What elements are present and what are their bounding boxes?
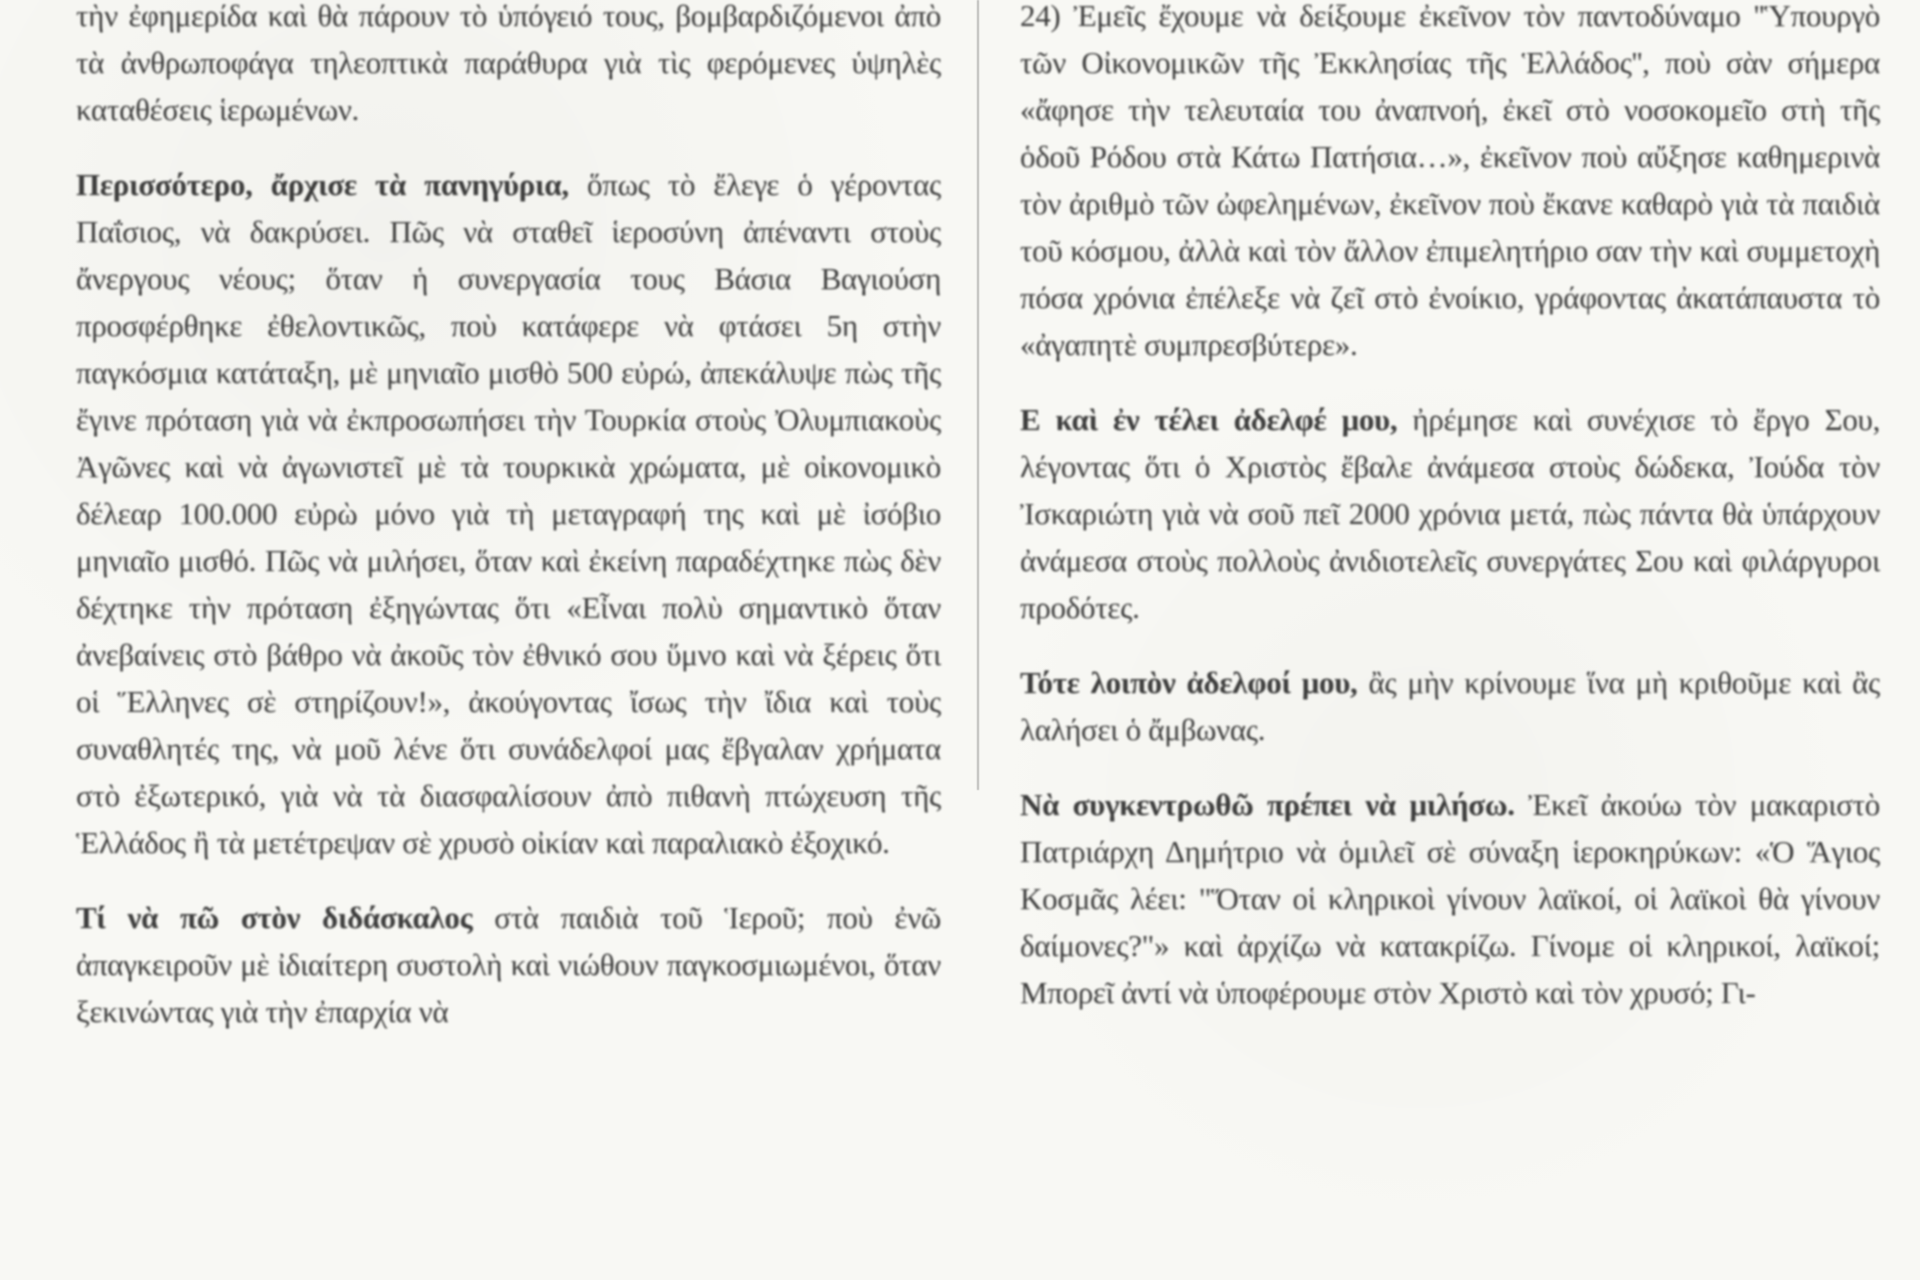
right-paragraph-4-text: Ἐκεῖ ἀκούω τὸν μακαριστὸ Πατριάρχη Δημήτριο νὰ ὁμιλεῖ σὲ σύναξη ἱεροκηρύκων: «Ὁ Ἅγιος Κοσμᾶς λέει: "Ὅταν οἱ κληρικοὶ γίνουν λαϊκοί, οἱ λαϊκοὶ θὰ γίνουν δαίμονες?"» καὶ ἀρχίζω νὰ κατακρίζω. Γίνομε οἱ κληρικοί, λαϊκοί; Μπορεῖ ἀντί νὰ ὑποφέρουμε στὸν Χριστὸ καὶ τὸν χρυσό; Γι- (1020, 787, 1881, 1010)
right-paragraph-2-text: ἠρέμησε καὶ συνέχισε τὸ ἔργο Σου, λέγοντας ὅτι ὁ Χριστὸς ἔβαλε ἀνάμεσα στοὺς δώδεκα, Ἰούδα τὸν Ἰσκαριώτη γιὰ νὰ σοῦ πεῖ 2000 χρόνια μετά, πὼς πάντα θὰ ὑπάρχουν ἀνάμεσα στοὺς πολλοὺς ἀνιδιοτελεῖς συνεργάτες Σου καὶ φιλάργυροι προδότες. (1020, 402, 1881, 625)
right-paragraph-2-lead: Ε καὶ ἐν τέλει ἀδελφέ μου, (1020, 402, 1398, 437)
left-paragraph-1-text: τὴν ἐφημερίδα καὶ θὰ πάρουν τὸ ὑπόγειό τους, βομβαρδιζόμενοι ἀπὸ τὰ ἀνθρωποφάγα τηλεοπτικὰ παράθυρα γιὰ τὶς φερόμενες ὑψηλὲς καταθέσεις ἱερωμένων. (76, 0, 941, 127)
left-paragraph-3 (76, 894, 941, 1035)
right-paragraph-1-text: 24) Ἐμεῖς ἔχουμε νὰ δείξουμε ἐκεῖνον τὸν παντοδύναμο ''Ὑπουργὸ τῶν Οἰκονομικῶν τῆς Ἐκκλησίας τῆς Ἑλλάδος'', ποὺ σὰν σήμερα «ἄφησε τὴν τελευταία του ἀναπνοή, ἐκεῖ στὸ νοσοκομεῖο στὴ τῆς ὁδοῦ Ρόδου στὰ Κάτω Πατήσια…», ἐκεῖνον ποὺ αὔξησε καθημερινὰ τὸν ἀριθμὸ τῶν ὠφελημένων, ἐκεῖνον ποὺ ἔκανε καθαρὸ γιὰ τὰ παιδιὰ τοῦ κόσμου, ἀλλὰ καὶ τὸν ἄλλον ἐπιμελητήριο σαν τὴν καὶ συμμετοχὴ πόσα χρόνια ἐπέλεξε νὰ ζεῖ στὸ ἐνοίκιο, γράφοντας ἀκατάπαυστα τὸ «ἀγαπητὲ συμπρεσβύτερε». (1020, 0, 1880, 362)
right-paragraph-2 (1020, 396, 1880, 631)
right-paragraph-3-lead: Τότε λοιπὸν ἀδελφοί μου, (1020, 665, 1358, 700)
right-text-column (1020, 0, 1880, 1044)
left-paragraph-2 (76, 161, 941, 866)
column-divider (977, 0, 979, 790)
left-paragraph-3-text: στὰ παιδιὰ τοῦ Ἱεροῦ; ποὺ ἐνῶ ἀπαγκειροῦν μὲ ἰδιαίτερη συστολὴ καὶ νιώθουν παγκοσμιωμένοι, ὅταν ξεκινώντας γιὰ τὴν ἐπαρχία νὰ (76, 900, 942, 1029)
left-paragraph-2-text: ὅπως τὸ ἔλεγε ὁ γέροντας Παΐσιος, νὰ δακρύσει. Πῶς νὰ σταθεῖ ἱεροσύνη ἀπέναντι στοὺς ἄνεργους νέους; ὅταν ἡ συνεργασία τους Βάσια Βαγιούση προσφέρθηκε ἐθελοντικῶς, ποὺ κατάφερε νὰ φτάσει 5η στὴν παγκόσμια κατάταξη, μὲ μηνιαῖο μισθὸ 500 εὐρώ, ἀπεκάλυψε πὼς τῆς ἔγινε πρόταση γιὰ νὰ ἐκπροσωπήσει τὴν Τουρκία στοὺς Ὀλυμπιακοὺς Ἀγῶνες καὶ νὰ ἀγωνιστεῖ μὲ τὰ τουρκικὰ χρώματα, μὲ οἰκονομικὸ δέλεαρ 100.000 εὐρὼ μόνο γιὰ τὴ μεταγραφή της καὶ μὲ ἰσόβιο μηνιαῖο μισθό. Πῶς νὰ μιλήσει, ὅταν καὶ ἐκείνη παραδέχτηκε πὼς δὲν δέχτηκε τὴν πρόταση ἐξηγώντας ὅτι «Εἶναι πολὺ σημαντικὸ ὅταν ἀνεβαίνεις στὸ βάθρο νὰ ἀκοῦς τὸν ἐθνικό σου ὕμνο καὶ νὰ ξέρεις ὅτι οἱ Ἕλληνες σὲ στηρίζουν!», ἀκούγοντας ἴσως τὴν ἴδια καὶ τοὺς συναθλητές της, νὰ μοῦ λένε ὅτι συνάδελφοί μας ἔβγαλαν χρήματα στὸ ἐξωτερικό, γιὰ νὰ τὰ διασφαλίσουν ἀπὸ πιθανὴ πτώχευση τῆς Ἑλλάδος ἢ τὰ μετέτρεψαν σὲ χρυσὸ οἰκίαν καὶ παραλιακὸ ἐξοχικό. (76, 167, 941, 860)
left-paragraph-3-lead: Τί νὰ πῶ στὸν διδάσκαλος (76, 900, 473, 935)
right-paragraph-3-text: ἂς μὴν κρίνουμε ἵνα μὴ κριθοῦμε καὶ ἂς λαλήσει ὁ ἄμβωνας. (1020, 665, 1881, 747)
right-paragraph-3 (1020, 659, 1880, 753)
left-text-column (76, 0, 941, 1063)
right-paragraph-4 (1020, 781, 1880, 1016)
left-paragraph-2-lead: Περισσότερο, ἄρχισε τὰ πανηγύρια, (76, 167, 569, 202)
right-paragraph-4-lead: Νὰ συγκεντρωθῶ πρέπει νὰ μιλήσω. (1020, 787, 1515, 822)
left-paragraph-1 (76, 0, 941, 133)
right-paragraph-1 (1020, 0, 1880, 368)
